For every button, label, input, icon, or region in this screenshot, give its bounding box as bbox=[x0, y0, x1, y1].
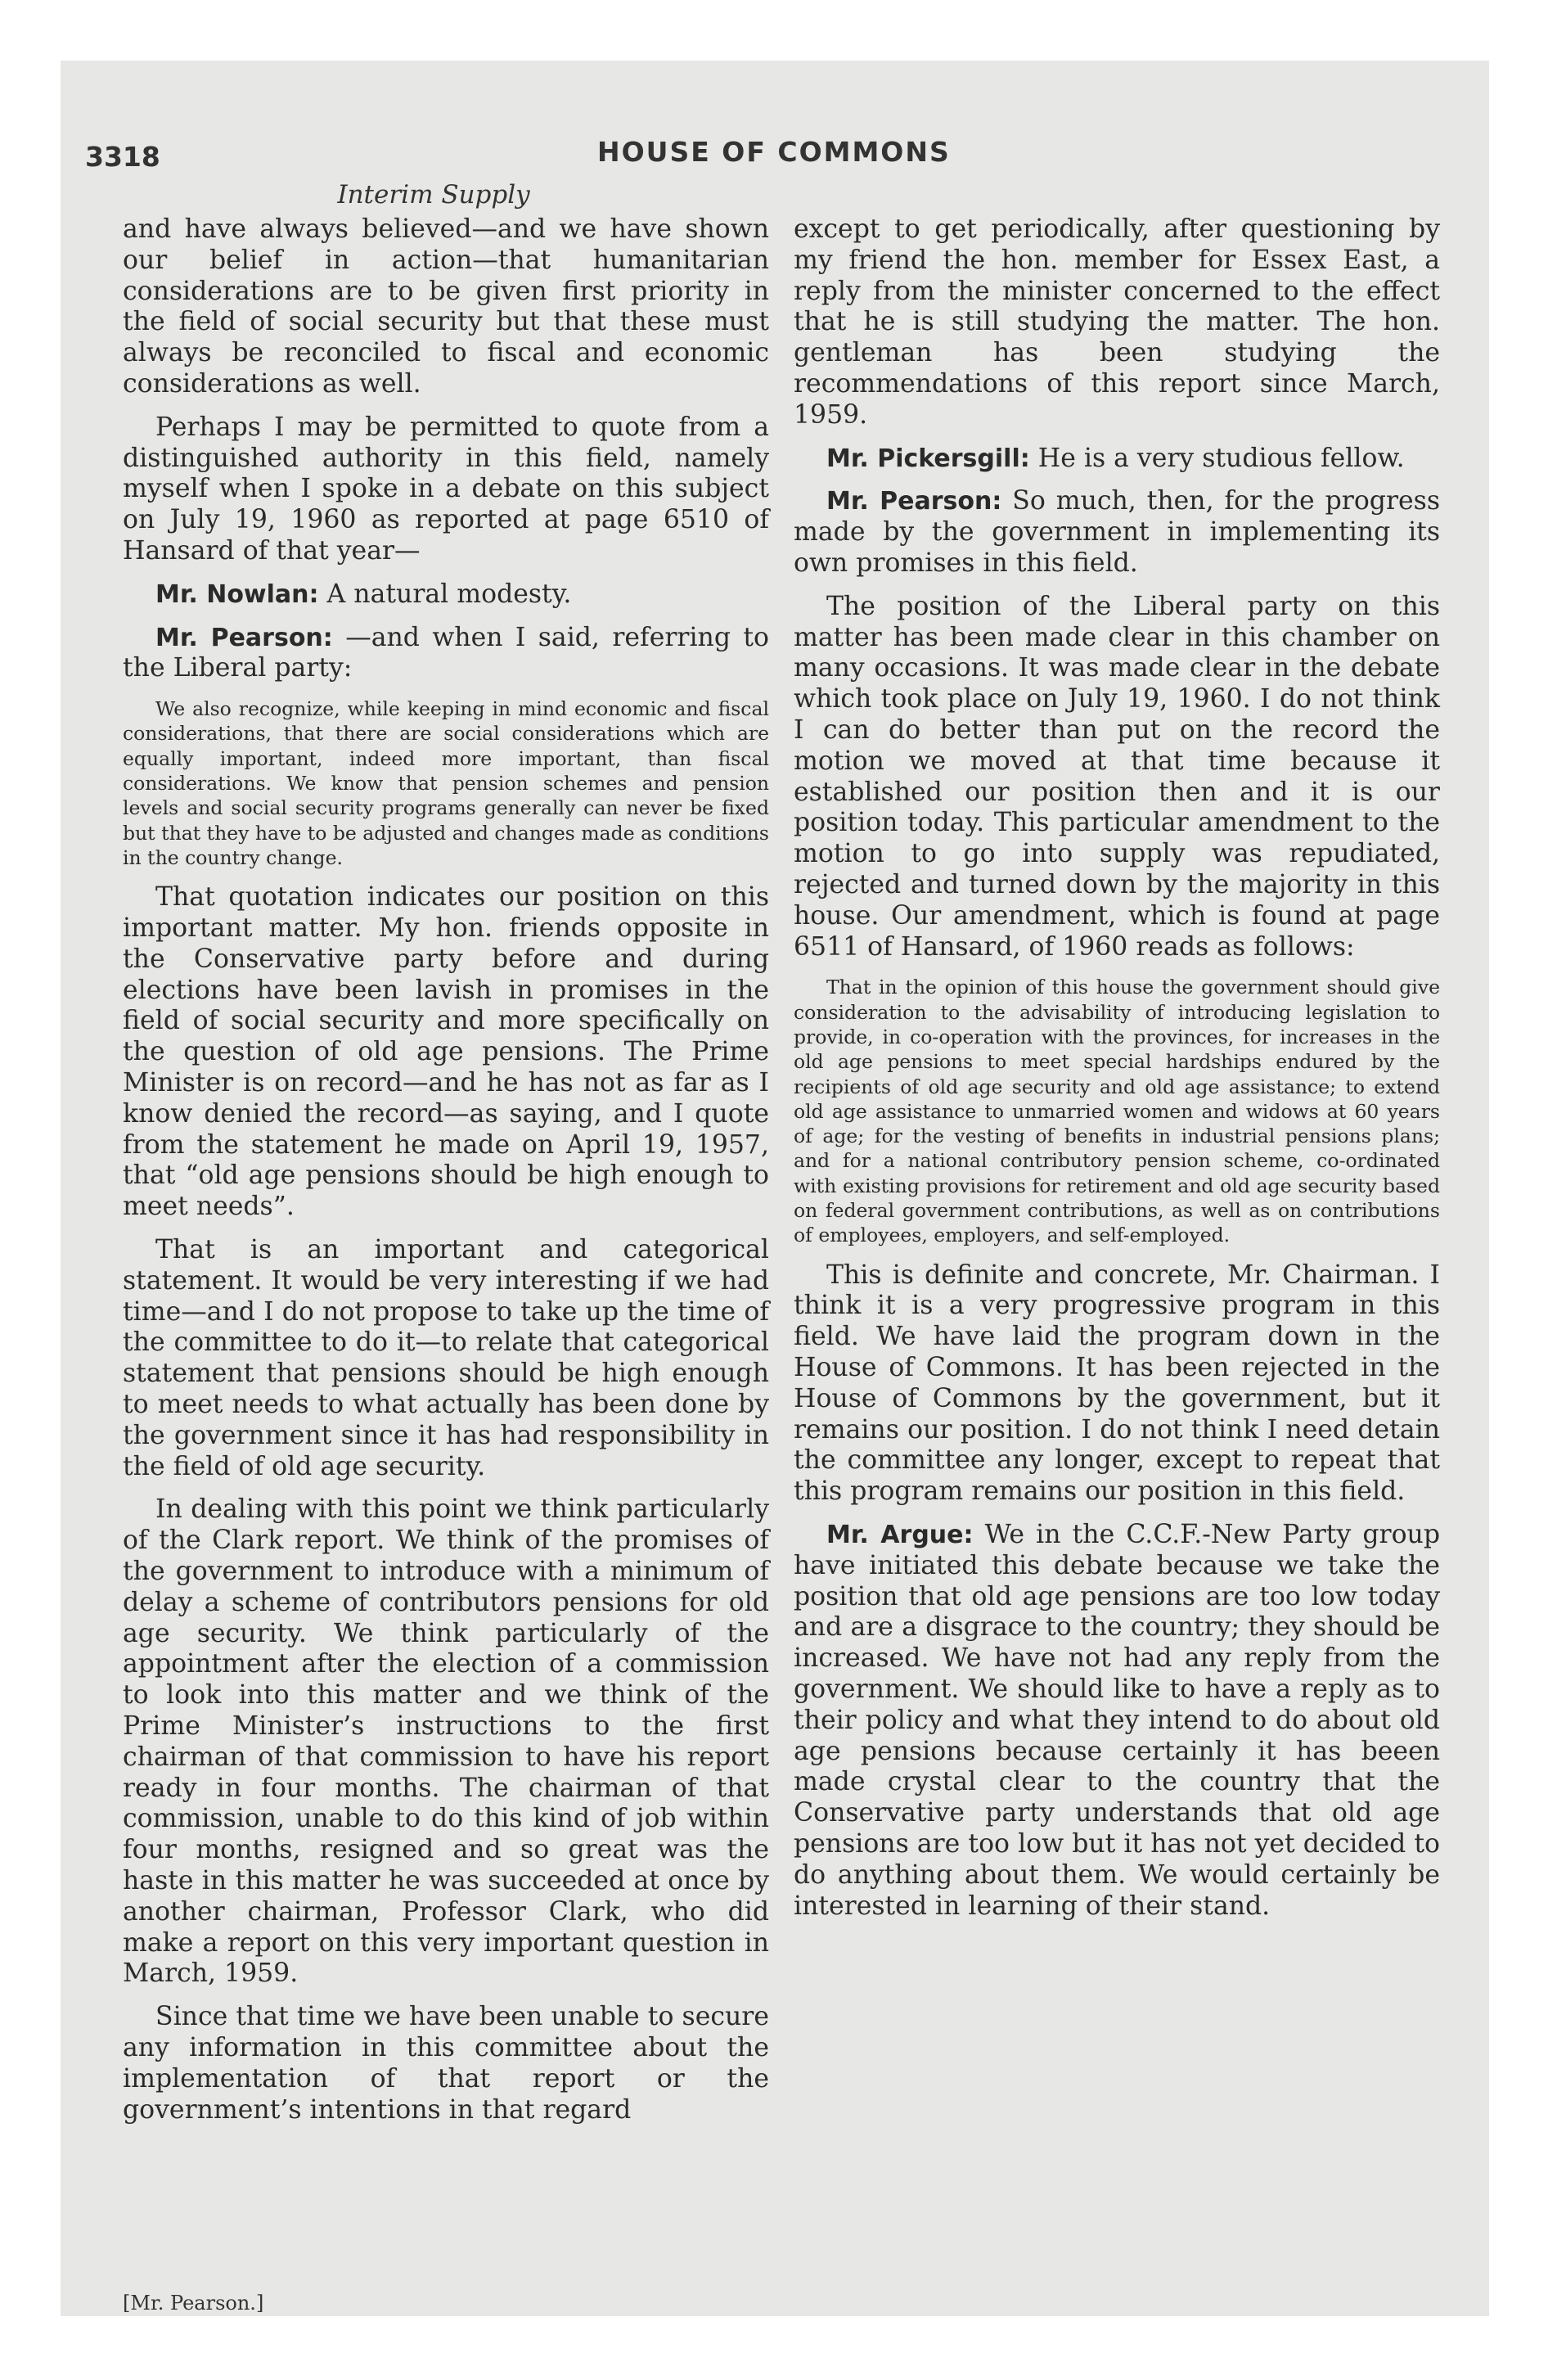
paragraph-text: Perhaps I may be permitted to quote from a distinguished authority in this field, namely myself when I spoke in a debate on this subject on July 19, 1960 as reported at page 6510 of Hansard of that year— bbox=[123, 412, 769, 566]
speaker-name: Mr. Pearson: bbox=[155, 623, 333, 652]
quote-text: We also recognize, while keeping in mind economic and fiscal considerations, that there are social considerations which are equally important, indeed more important, than fiscal considerations. We know that pension schemes and pension levels and social security programs generally can never be fixed but that they have to be adjusted and changes made as conditions in the country change. bbox=[123, 697, 769, 869]
block-quote bbox=[794, 975, 1440, 1247]
speech-paragraph bbox=[794, 1520, 1440, 1922]
paragraph bbox=[794, 1260, 1440, 1508]
footer-speaker-tag: [Mr. Pearson.] bbox=[123, 2292, 264, 2315]
speaker-name: Mr. Pearson: bbox=[826, 487, 1002, 516]
paragraph-text: and have always believed—and we have shown our belief in action—that humanitarian considerations are to be given first priority in the field of social security but that these must always be reconciled to fiscal and economic considerations as well. bbox=[123, 214, 769, 399]
quote-text: That in the opinion of this house the government should give consideration to the advisability of introducing legislation to provide, in co-operation with the provinces, for increases in the old age pensions to meet special hardships endured by the recipients of old age security and old age assistance; to extend old age assistance to unmarried women and widows at 60 years of age; for the vesting of benefits in industrial pensions plans; and for a national contributory pension scheme, co-ordinated with existing provisions for retirement and old age security based on federal government contributions, as well as on contributions of employees, employers, and self-employed. bbox=[794, 976, 1440, 1247]
paragraph bbox=[794, 214, 1440, 431]
speech-paragraph bbox=[794, 486, 1440, 579]
section-title: Interim Supply bbox=[337, 180, 530, 210]
speech-text: So much, then, for the progress made by the government in implementing its own promises in this field. bbox=[794, 486, 1440, 578]
paragraph-text: except to get periodically, after questioning by my friend the hon. member for Essex East, a reply from the minister concerned to the effect that he is still studying the matter. The hon. gentleman has been studying the recommendations of this report since March, 1959. bbox=[794, 214, 1440, 430]
speaker-name: Mr. Pickersgill: bbox=[826, 444, 1030, 473]
paragraph-text: The position of the Liberal party on this matter has been made clear in this chamber on many occasions. It was made clear in the debate which took place on July 19, 1960. I do not think I can do better than put on the record the motion we moved at that time because it established our position then and it is our position today. This particular amendment to the motion to go into supply was repudiated, rejected and turned down by the majority in this house. Our amendment, which is found at page 6511 of Hansard, of 1960 reads as follows: bbox=[794, 591, 1440, 962]
speech-paragraph bbox=[123, 579, 769, 611]
page-title: HOUSE OF COMMONS bbox=[597, 136, 951, 168]
paragraph bbox=[123, 1494, 769, 1990]
paragraph-text: In dealing with this point we think particularly of the Clark report. We think of the promises of the government to introduce with a minimum of delay a scheme of contributors pensions for old age security. We think particularly of the appointment after the election of a commission to look into this matter and we think of the Prime Minister’s instructions to the first chairman of that commission to have his report ready in four months. The chairman of that commission, unable to do this kind of job within four months, resigned and so great was the haste in this matter he was succeeded at once by another chairman, Professor Clark, who did make a report on this very important question in March, 1959. bbox=[123, 1494, 769, 1989]
paragraph-text: That quotation indicates our position on this important matter. My hon. friends opposite in the Conservative party before and during elections have been lavish in promises in the field of social security and more specifically on the question of old age pensions. The Prime Minister is on record—and he has not as far as I know denied the record—as saying, and I quote from the statement he made on April 19, 1957, that “old age pensions should be high enough to meet needs”. bbox=[123, 882, 769, 1222]
right-column bbox=[794, 214, 1440, 1934]
speech-text: A natural modesty. bbox=[326, 579, 572, 609]
paragraph-text: Since that time we have been unable to secure any information in this committee about the implementation of that report or the government’s intentions in that regard bbox=[123, 2002, 769, 2125]
speaker-name: Mr. Argue: bbox=[826, 1520, 974, 1549]
speech-paragraph bbox=[794, 444, 1440, 475]
page-number: 3318 bbox=[85, 141, 160, 173]
paragraph bbox=[123, 1235, 769, 1482]
paragraph bbox=[123, 2002, 769, 2125]
left-column bbox=[123, 214, 769, 2138]
speech-text: —and when I said, referring to the Liberal party: bbox=[123, 622, 770, 683]
paragraph-text: This is definite and concrete, Mr. Chairman. I think it is a very progressive program in this field. We have laid the program down in the House of Commons. It has been rejected in the House of Commons by the government, but it remains our position. I do not think I need detain the committee any longer, except to repeat that this program remains our position in this field. bbox=[794, 1260, 1440, 1507]
paragraph-text: That is an important and categorical statement. It would be very interesting if we had time—and I do not propose to take up the time of the committee to do it—to relate that categorical statement that pensions should be high enough to meet needs to what actually has been done by the government since it has had responsibility in the field of old age security. bbox=[123, 1235, 769, 1481]
block-quote bbox=[123, 696, 769, 870]
speech-text: He is a very studious fellow. bbox=[1037, 443, 1405, 473]
paragraph bbox=[794, 592, 1440, 963]
paragraph bbox=[123, 412, 769, 567]
paragraph bbox=[123, 214, 769, 400]
paragraph bbox=[123, 882, 769, 1223]
speech-text: We in the C.C.F.-New Party group have initiated this debate because we take the position that old age pensions are too low today and are a disgrace to the country; they should be increased. We have not had any reply from the government. We should like to have a reply as to their policy and what they intend to do about old age pensions because certainly it has beeen made crystal clear to the country that the Conservative party understands that old age pensions are too low but it has not yet decided to do anything about them. We would certainly be interested in learning of their stand. bbox=[794, 1519, 1440, 1921]
speech-paragraph bbox=[123, 623, 769, 685]
speaker-name: Mr. Nowlan: bbox=[155, 579, 319, 609]
